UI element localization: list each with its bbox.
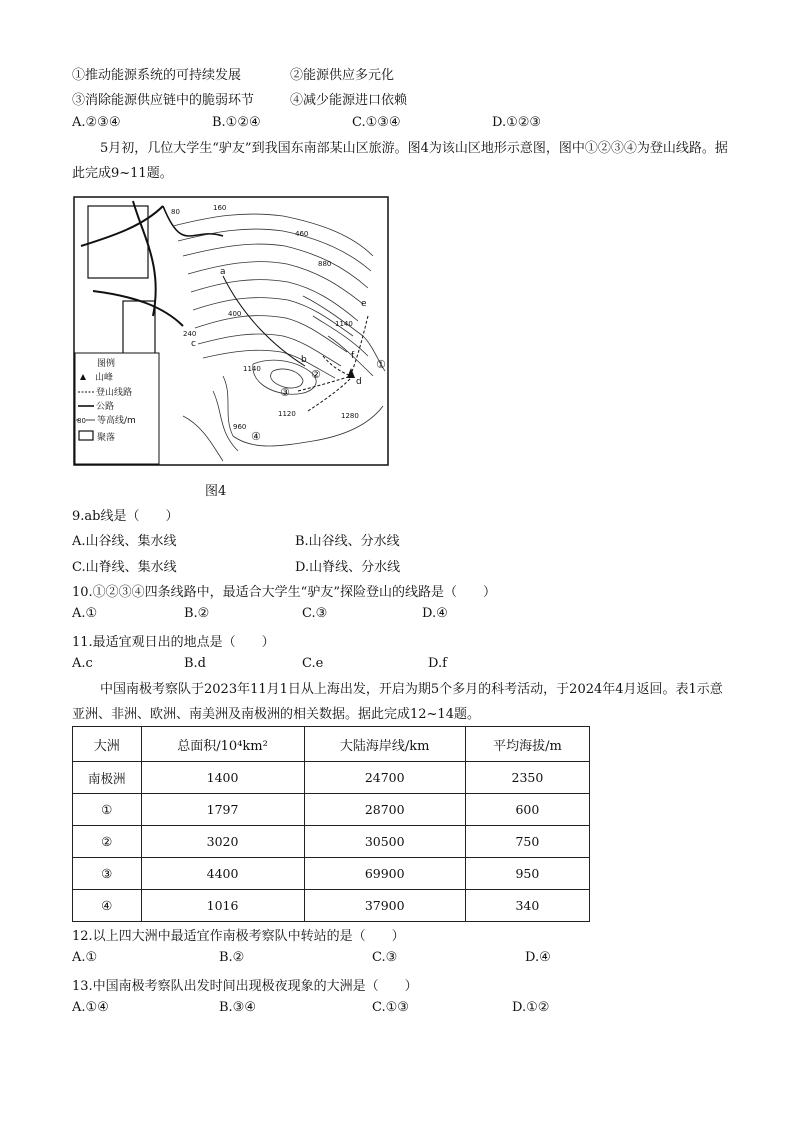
q12-choice-c: C.③ [372,950,398,965]
point-label-d: d [356,377,362,387]
table-header-row [73,727,590,762]
table-cell: 750 [465,826,589,858]
q8-option-4: ④减少能源进口依赖 [290,93,408,108]
q9-choice-b: B.山谷线、分水线 [295,534,400,549]
legend-peak: 山峰 [95,373,114,383]
contour-label: 400 [228,310,242,318]
legend-contour: 等高线/m [97,416,136,426]
point-label-b: b [301,355,307,365]
q9-choice-d: D.山脊线、分水线 [295,560,401,575]
contour-label: 1120 [278,410,296,418]
table-row [73,858,590,890]
table-cell: 1016 [141,890,304,922]
table-header: 大陆海岸线/km [304,727,465,762]
q11-choice-a: A.c [72,656,93,671]
q12-choice-a: A.① [72,950,98,965]
point-label-a: a [220,267,226,277]
table-row [73,826,590,858]
contour-label: 960 [233,423,247,431]
table-cell: 1400 [141,762,304,794]
legend-settlement: 聚落 [97,433,116,443]
passage-1: 5月初，几位大学生“驴友”到我国东南部某山区旅游。图4为该山区地形示意图，图中①②③④为登山线路。据此完成9~11题。 [72,141,728,181]
point-label-f: f [351,351,355,361]
route-label-1: ① [376,358,386,371]
q8-option-2: ②能源供应多元化 [290,68,395,83]
q8-choice-d: D.①②③ [492,115,542,130]
table-header: 平均海拔/m [465,727,589,762]
q12-choice-b: B.② [219,950,245,965]
q11-choice-b: B.d [184,656,207,671]
table-cell: ④ [73,890,142,922]
contour-label: 80 [171,208,180,216]
table-cell: ③ [73,858,142,890]
route-label-2: ② [311,368,321,381]
q13-choice-d: D.①② [512,1000,550,1015]
q9-stem: 9.ab线是（ ） [72,509,179,524]
table-cell: 2350 [465,762,589,794]
q8-choice-a: A.②③④ [72,115,121,130]
continent-data-table [72,726,590,922]
q13-choice-a: A.①④ [72,1000,109,1015]
table-cell: 340 [465,890,589,922]
route-label-3: ③ [280,386,290,399]
q8-option-3: ③消除能源供应链中的脆弱环节 [72,93,255,108]
q11-stem: 11.最适宜观日出的地点是（ ） [72,635,275,650]
table-cell: ② [73,826,142,858]
figure-caption: 图4 [205,484,227,499]
q10-choice-d: D.④ [422,606,448,621]
contour-label: 460 [295,230,309,238]
q11-choice-d: D.f [428,656,447,671]
q10-choice-a: A.① [72,606,98,621]
table-cell: 30500 [304,826,465,858]
table-header: 总面积/10⁴km² [141,727,304,762]
contour-label: 1140 [243,365,261,373]
route-label-4: ④ [251,430,261,443]
table-row [73,794,590,826]
q11-choice-c: C.e [302,656,324,671]
q8-choice-b: B.①②④ [212,115,261,130]
table-cell: ① [73,794,142,826]
table-cell: 1797 [141,794,304,826]
table-cell: 南极洲 [73,762,142,794]
q10-stem: 10.①②③④四条线路中，最适合大学生“驴友”探险登山的线路是（ ） [72,585,496,600]
q13-stem: 13.中国南极考察队出发时间出现极夜现象的大洲是（ ） [72,979,418,994]
table-cell: 69900 [304,858,465,890]
q13-choice-b: B.③④ [219,1000,256,1015]
point-label-e: e [361,299,367,309]
table-row [73,890,590,922]
table-cell: 4400 [141,858,304,890]
contour-label: 1140 [335,320,353,328]
legend-contour-sample: 80 [77,417,86,425]
table-cell: 3020 [141,826,304,858]
legend-route: 登山线路 [96,388,133,398]
q9-choice-c: C.山脊线、集水线 [72,560,177,575]
contour-label: 160 [213,204,227,212]
q13-choice-c: C.①③ [372,1000,409,1015]
q10-choice-b: B.② [184,606,210,621]
table-cell: 600 [465,794,589,826]
map-legend [75,353,159,464]
contour-label: 1280 [341,412,359,420]
legend-road: 公路 [96,402,115,412]
q10-choice-c: C.③ [302,606,328,621]
q12-stem: 12.以上四大洲中最适宜作南极考察队中转站的是（ ） [72,929,405,944]
table-cell: 28700 [304,794,465,826]
table-row [73,762,590,794]
q9-choice-a: A.山谷线、集水线 [72,534,177,549]
contour-label: 880 [318,260,332,268]
topographic-map [73,196,389,466]
passage-2: 中国南极考察队于2023年11月1日从上海出发，开启为期5个多月的科考活动，于2024年4月返回。表1示意亚洲、非洲、欧洲、南美洲及南极洲的相关数据。据此完成12~14题。 [72,682,723,722]
point-label-c: c [191,339,196,349]
legend-title: 图例 [97,359,116,369]
q8-option-1: ①推动能源系统的可持续发展 [72,68,242,83]
table-cell: 37900 [304,890,465,922]
table-header: 大洲 [73,727,142,762]
q12-choice-d: D.④ [525,950,551,965]
table-cell: 950 [465,858,589,890]
table-cell: 24700 [304,762,465,794]
q8-choice-c: C.①③④ [352,115,401,130]
contour-label: 240 [183,330,197,338]
